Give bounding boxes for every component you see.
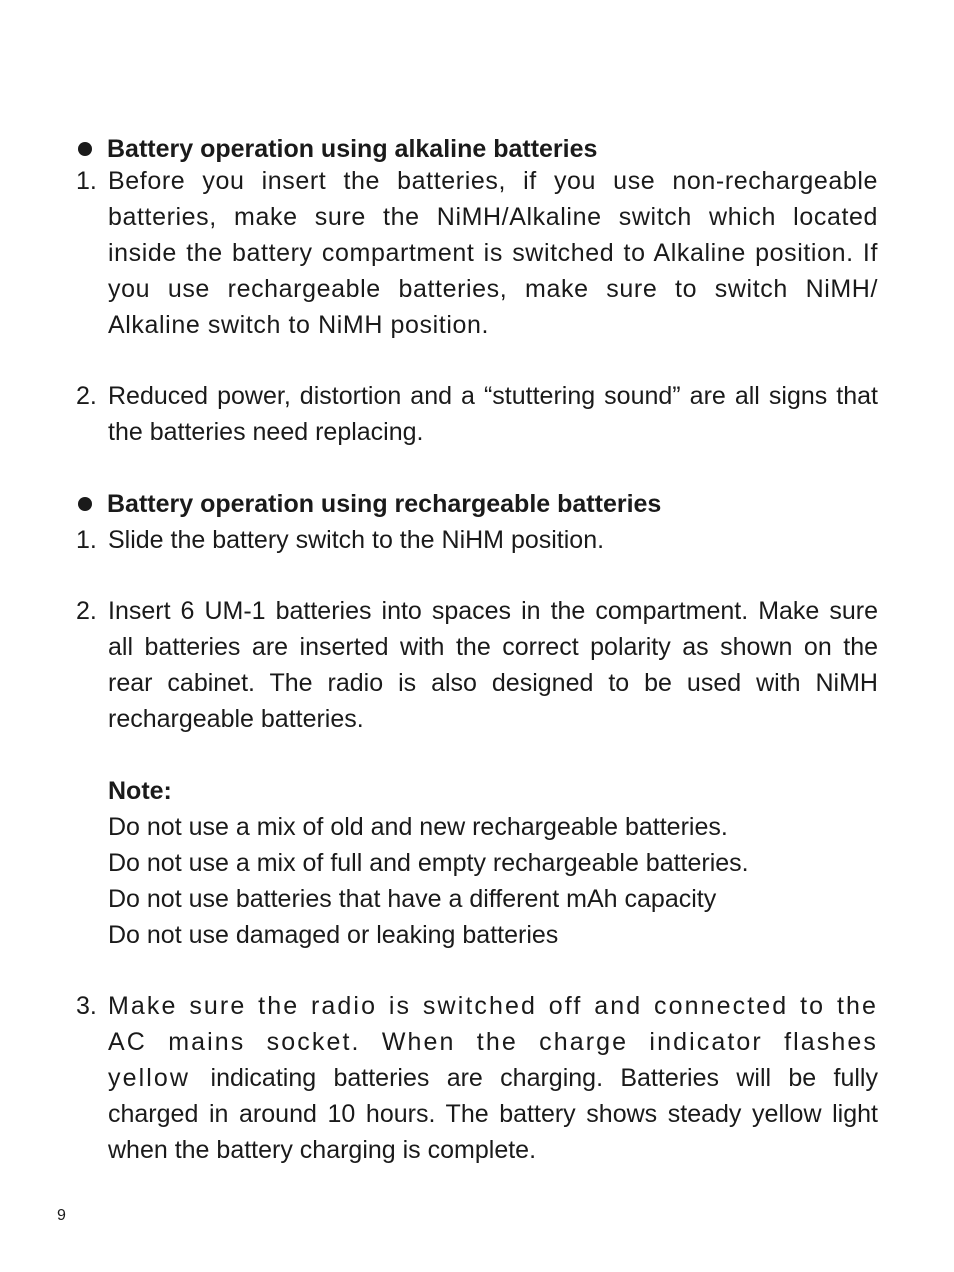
bullet-icon bbox=[78, 142, 92, 156]
list-item bbox=[76, 378, 878, 450]
item-text: Slide the battery switch to the NiHM position. bbox=[108, 526, 605, 554]
section-heading-alkaline bbox=[78, 131, 597, 167]
item-number: 2. bbox=[76, 382, 97, 410]
item-number: 1. bbox=[76, 167, 97, 195]
note-line: Do not use damaged or leaking batteries bbox=[108, 921, 559, 949]
item-text: Reduced power, distortion and a “stuttering sound” are all signs that the batteries need replacing. bbox=[108, 382, 878, 446]
page-number: 9 bbox=[57, 1207, 66, 1224]
list-item bbox=[76, 163, 878, 343]
note-title: Note: bbox=[108, 777, 172, 805]
item-number: 2. bbox=[76, 597, 97, 625]
section-heading-text: Battery operation using alkaline batteries bbox=[107, 135, 598, 163]
item-text: Insert 6 UM-1 batteries into spaces in the compartment. Make sure all batteries are inserted with the correct polarity as shown on the rear cabinet. The radio is also designed to be used with NiMH rechargeable batteries. bbox=[108, 597, 878, 733]
note-line: Do not use a mix of full and empty rechargeable batteries. bbox=[108, 849, 749, 877]
item-text-rest: indicating batteries are charging. Batteries will be fully charged in around 10 hours. The battery shows steady yellow light when the battery charging is complete. bbox=[108, 1064, 878, 1164]
item-text-line-wide: Make sure the radio is switched off and connected to the AC mains socket. When the charge indicator flashes yellow bbox=[108, 992, 878, 1092]
note-line: Do not use a mix of old and new rechargeable batteries. bbox=[108, 813, 728, 841]
item-number: 1. bbox=[76, 526, 97, 554]
item-text: Before you insert the batteries, if you use non-rechargeable batteries, make sure the NiMH/Alkaline switch which located inside the battery compartment is switched to Alkaline position. If you use rechargeable batteries, make sure to switch NiMH/ Alkaline switch to NiMH position. bbox=[108, 167, 878, 339]
note-line: Do not use batteries that have a different mAh capacity bbox=[108, 885, 717, 913]
list-item bbox=[76, 522, 878, 558]
list-item bbox=[76, 593, 878, 737]
item-text bbox=[108, 988, 878, 1168]
item-number: 3. bbox=[76, 992, 97, 1020]
list-item bbox=[76, 988, 878, 1168]
note-list bbox=[108, 809, 878, 953]
section-heading-rechargeable bbox=[78, 486, 661, 522]
section-heading-text: Battery operation using rechargeable batteries bbox=[107, 490, 662, 518]
bullet-icon bbox=[78, 497, 92, 511]
